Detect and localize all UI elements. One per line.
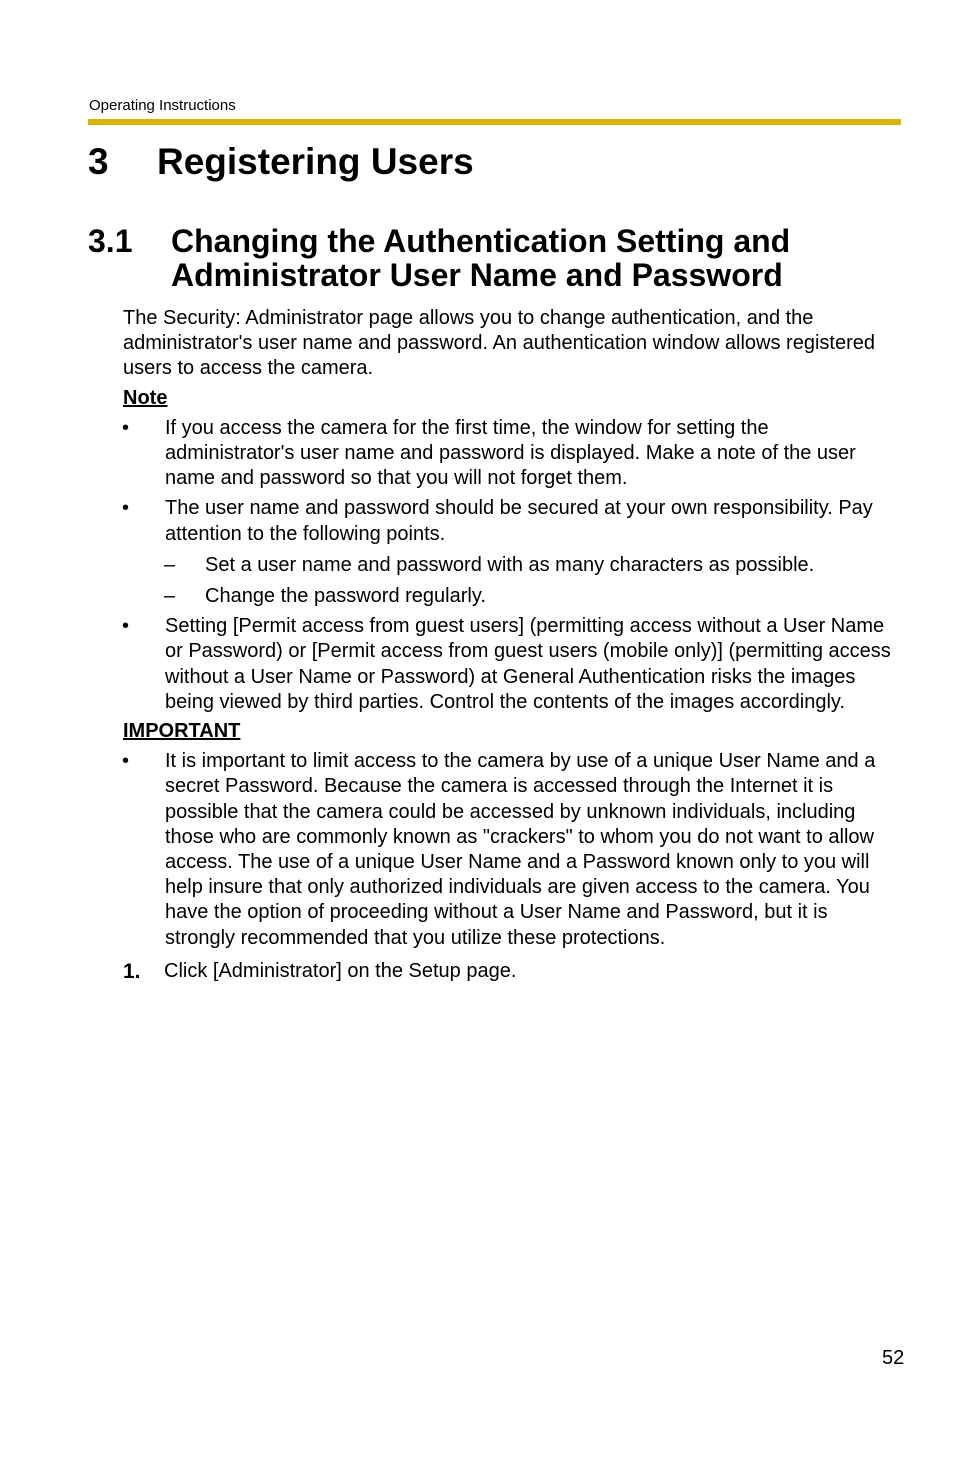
dash-mark: – xyxy=(164,553,176,576)
note-item xyxy=(121,614,903,715)
intro-paragraph: The Security: Administrator page allows you to change authentication, and the administrator's user name and password. An authentication window allows registered users to access the camera. xyxy=(123,307,875,380)
dash-mark: – xyxy=(164,585,176,608)
note-label: Note xyxy=(123,386,168,409)
page-number: 52 xyxy=(882,1347,905,1369)
bullet-mark: • xyxy=(122,416,130,439)
section-title: Changing the Authentication Setting and Administrator User Name and Password xyxy=(171,223,791,293)
important-item-text: It is important to limit access to the camera by use of a unique User Name and a secret Password. Because the camera is accessed through the Internet it is possible that the camera could be accessed by unknown individuals, including those who are commonly known as "crackers" to whom you do not want to allow access. The use of a unique User Name and a Password known only to you will help insure that only authorized individuals are given access to the camera. You have the option of proceeding without a User Name and Password, but it is strongly recommended that you utilize these protections. xyxy=(165,750,876,949)
note-item xyxy=(121,496,903,546)
note-item xyxy=(121,416,903,492)
bullet-mark: • xyxy=(122,615,130,638)
section-heading xyxy=(88,224,954,292)
note-item-text: If you access the camera for the first time, the window for setting the administrator's user name and password is displayed. Make a note of the user name and password so that you will not forget them. xyxy=(165,416,856,490)
chapter-number: 3 xyxy=(88,141,109,182)
section-number: 3.1 xyxy=(88,223,133,259)
note-item-text: Setting [Permit access from guest users] (permitting access without a User Name or Password) or [Permit access from guest users (mobile only)] (permitting access without a User Name or Password) at General Authentication risks the images being viewed by third parties. Control the contents of the images accordingly. xyxy=(165,615,891,713)
note-item-text: The user name and password should be secured at your own responsibility. Pay attention to the following points. xyxy=(165,497,873,545)
important-item xyxy=(121,749,903,951)
note-subitem xyxy=(164,553,903,578)
step-number: 1. xyxy=(123,959,141,983)
note-subitem xyxy=(164,584,903,609)
note-subitem-text: Set a user name and password with as many characters as possible. xyxy=(205,553,815,576)
step-text: Click [Administrator] on the Setup page. xyxy=(164,959,517,982)
procedure-step xyxy=(123,959,903,984)
bullet-mark: • xyxy=(122,750,130,773)
header-rule xyxy=(88,119,901,125)
chapter-heading xyxy=(88,139,474,185)
note-subitem-text: Change the password regularly. xyxy=(205,585,486,608)
important-label: IMPORTANT xyxy=(123,720,241,743)
running-header: Operating Instructions xyxy=(89,97,236,114)
bullet-mark: • xyxy=(122,497,130,520)
chapter-title: Registering Users xyxy=(157,141,474,182)
section-body xyxy=(123,306,903,984)
